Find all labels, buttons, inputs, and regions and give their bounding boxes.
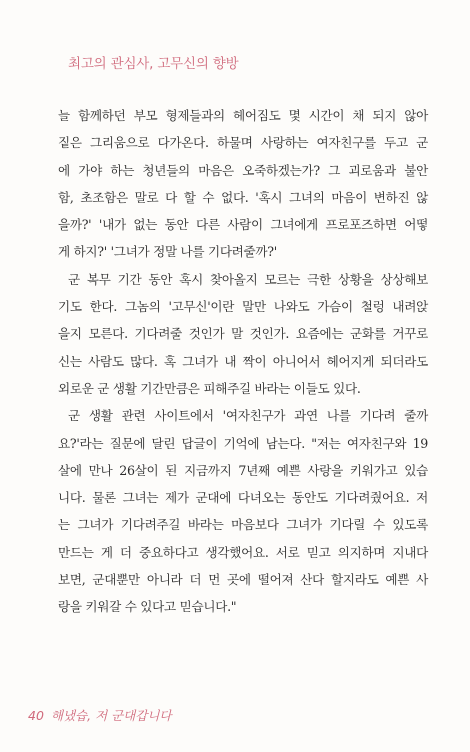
body-text [58,102,428,621]
text-line: 신는 사람도 많다. 혹 그녀가 내 짝이 아니어서 헤어지게 되더라도 [58,353,428,369]
text-line: 짙은 그리움으로 다가온다. 하물며 사랑하는 여자친구를 두고 군 [58,135,428,151]
text-line: 게 하지?' '그녀가 정말 나를 기다려줄까?' [58,244,277,260]
paragraph [58,266,428,402]
text-line: 기도 한다. 그놈의 '고무신'이란 말만 나와도 가슴이 철렁 내려앉 [58,299,428,315]
text-line: 살에 만나 26살이 된 지금까지 7년째 예쁜 사랑을 키워가고 있습 [58,462,428,478]
text-line: 을지 모른다. 기다려줄 것인가 말 것인가. 요즘에는 군화를 거꾸로 [58,326,428,342]
text-line: 만드는 게 더 중요하다고 생각했어요. 서로 믿고 의지하며 지내다 [58,544,428,560]
text-line: 니다. 물론 그녀는 제가 군대에 다녀오는 동안도 기다려줬어요. 저 [58,490,428,506]
chapter-title: 최고의 관심사, 고무신의 향방 [68,56,239,72]
text-line: 군 생활 관련 사이트에서 '여자친구가 과연 나를 기다려 줄까 [68,408,428,424]
text-line: 을까?' '내가 없는 동안 다른 사람이 그녀에게 프로포즈하면 어떻 [58,217,428,233]
text-line: 외로운 군 생활 기간만큼은 피해주길 바라는 이들도 있다. [58,380,361,396]
book-title: 해냈습, 저 군대갑니다 [50,708,172,723]
text-line: 군 복무 기간 동안 혹시 찾아올지 모르는 극한 상황을 상상해보 [68,271,428,287]
text-line: 늘 함께하던 부모 형제들과의 헤어짐도 몇 시간이 채 되지 않아 [58,108,428,123]
text-line: 는 그녀가 기다려주길 바라는 마음보다 그녀가 기다릴 수 있도록 [58,517,428,533]
chapter-header [68,52,238,72]
page-footer [28,706,172,724]
paragraph [58,102,428,266]
text-line: 랑을 키워갈 수 있다고 믿습니다." [58,599,237,615]
paragraph [58,402,428,620]
text-line: 보면, 군대뿐만 아니라 더 먼 곳에 떨어져 산다 할지라도 예쁜 사 [58,572,428,588]
page-number: 40 [28,708,44,723]
text-line: 함, 초조함은 말로 다 할 수 없다. '혹시 그녀의 마음이 변하진 않 [58,189,428,205]
text-line: 에 가야 하는 청년들의 마음은 오죽하겠는가? 그 괴로움과 불안 [58,162,428,178]
text-line: 요?'라는 질문에 달린 답글이 기억에 남는다. "저는 여자친구와 19 [58,435,428,451]
